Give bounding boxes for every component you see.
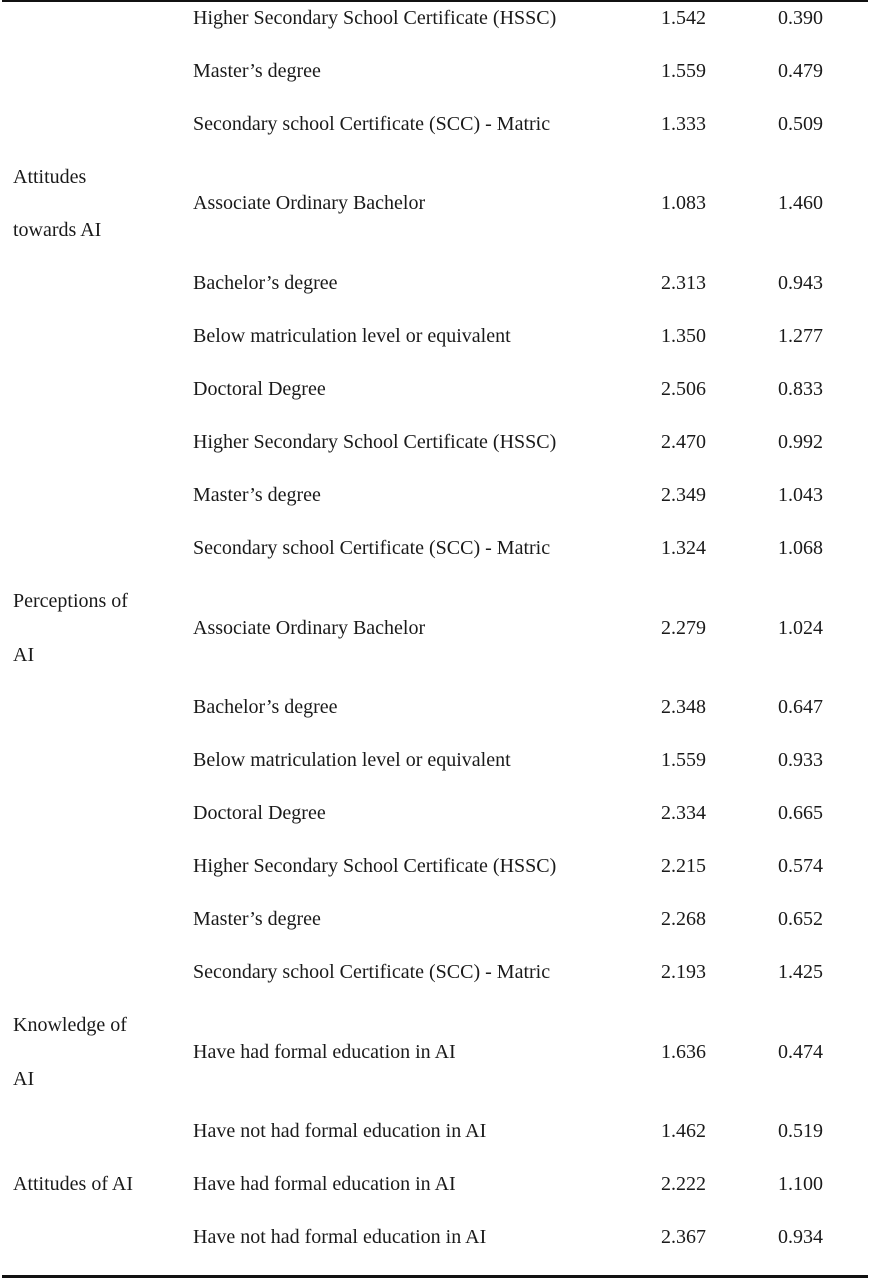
sd-value-cell: 0.647 (778, 696, 823, 718)
education-level-cell: Below matriculation level or equivalent (193, 749, 511, 771)
mean-value-cell: 2.349 (661, 484, 706, 506)
sd-value-cell: 0.390 (778, 7, 823, 29)
sd-value-cell: 1.460 (778, 192, 823, 214)
mean-value-cell: 1.559 (661, 60, 706, 82)
mean-value-cell: 1.324 (661, 537, 706, 559)
mean-value-cell: 1.542 (661, 7, 706, 29)
sd-value-cell: 0.652 (778, 908, 823, 930)
group-label-line1: Perceptions of (13, 590, 128, 612)
education-level-cell: Associate Ordinary Bachelor (193, 192, 426, 214)
education-level-cell: Doctoral Degree (193, 802, 326, 824)
education-level-cell: Higher Secondary School Certificate (HSSC) (193, 7, 557, 29)
sd-value-cell: 0.519 (778, 1120, 823, 1142)
mean-value-cell: 2.334 (661, 802, 706, 824)
sd-value-cell: 0.665 (778, 802, 823, 824)
sd-value-cell: 0.474 (778, 1041, 823, 1063)
sd-value-cell: 0.509 (778, 113, 823, 135)
education-level-cell: Master’s degree (193, 484, 321, 506)
sd-value-cell: 0.934 (778, 1226, 823, 1248)
sd-value-cell: 1.100 (778, 1173, 823, 1195)
sd-value-cell: 1.043 (778, 484, 823, 506)
mean-value-cell: 1.333 (661, 113, 706, 135)
mean-value-cell: 2.222 (661, 1173, 706, 1195)
education-level-cell: Higher Secondary School Certificate (HSSC) (193, 431, 557, 453)
education-level-cell: Have not had formal education in AI (193, 1120, 487, 1142)
education-level-cell: Secondary school Certificate (SCC) - Matric (193, 537, 551, 559)
education-level-cell: Bachelor’s degree (193, 696, 338, 718)
education-level-cell: Higher Secondary School Certificate (HSSC) (193, 855, 557, 877)
sd-value-cell: 0.992 (778, 431, 823, 453)
education-level-cell: Below matriculation level or equivalent (193, 325, 511, 347)
sd-value-cell: 1.024 (778, 617, 823, 639)
group-label-line2: AI (13, 644, 35, 666)
mean-value-cell: 1.083 (661, 192, 706, 214)
mean-value-cell: 2.313 (661, 272, 706, 294)
table-top-rule (2, 0, 868, 2)
sd-value-cell: 0.943 (778, 272, 823, 294)
row-group-label: Attitudes of AI (13, 1173, 133, 1195)
mean-value-cell: 2.470 (661, 431, 706, 453)
mean-value-cell: 2.268 (661, 908, 706, 930)
group-label-line1: Attitudes (13, 166, 87, 188)
sd-value-cell: 0.479 (778, 60, 823, 82)
sd-value-cell: 1.277 (778, 325, 823, 347)
sd-value-cell: 0.833 (778, 378, 823, 400)
education-level-cell: Doctoral Degree (193, 378, 326, 400)
sd-value-cell: 1.068 (778, 537, 823, 559)
education-level-cell: Master’s degree (193, 60, 321, 82)
education-level-cell: Bachelor’s degree (193, 272, 338, 294)
mean-value-cell: 1.350 (661, 325, 706, 347)
group-label-line1: Knowledge of (13, 1014, 127, 1036)
education-level-cell: Secondary school Certificate (SCC) - Matric (193, 961, 551, 983)
mean-value-cell: 2.348 (661, 696, 706, 718)
mean-value-cell: 2.215 (661, 855, 706, 877)
education-level-cell: Master’s degree (193, 908, 321, 930)
mean-value-cell: 2.506 (661, 378, 706, 400)
group-label-line2: towards AI (13, 219, 102, 241)
mean-value-cell: 1.462 (661, 1120, 706, 1142)
education-level-cell: Have had formal education in AI (193, 1041, 456, 1063)
table-bottom-rule (2, 1275, 868, 1278)
education-level-cell: Associate Ordinary Bachelor (193, 617, 426, 639)
mean-value-cell: 2.367 (661, 1226, 706, 1248)
sd-value-cell: 0.933 (778, 749, 823, 771)
mean-value-cell: 2.193 (661, 961, 706, 983)
education-level-cell: Secondary school Certificate (SCC) - Matric (193, 113, 551, 135)
education-level-cell: Have not had formal education in AI (193, 1226, 487, 1248)
sd-value-cell: 0.574 (778, 855, 823, 877)
sd-value-cell: 1.425 (778, 961, 823, 983)
mean-value-cell: 1.636 (661, 1041, 706, 1063)
mean-value-cell: 1.559 (661, 749, 706, 771)
group-label-line2: AI (13, 1068, 35, 1090)
education-level-cell: Have had formal education in AI (193, 1173, 456, 1195)
mean-value-cell: 2.279 (661, 617, 706, 639)
